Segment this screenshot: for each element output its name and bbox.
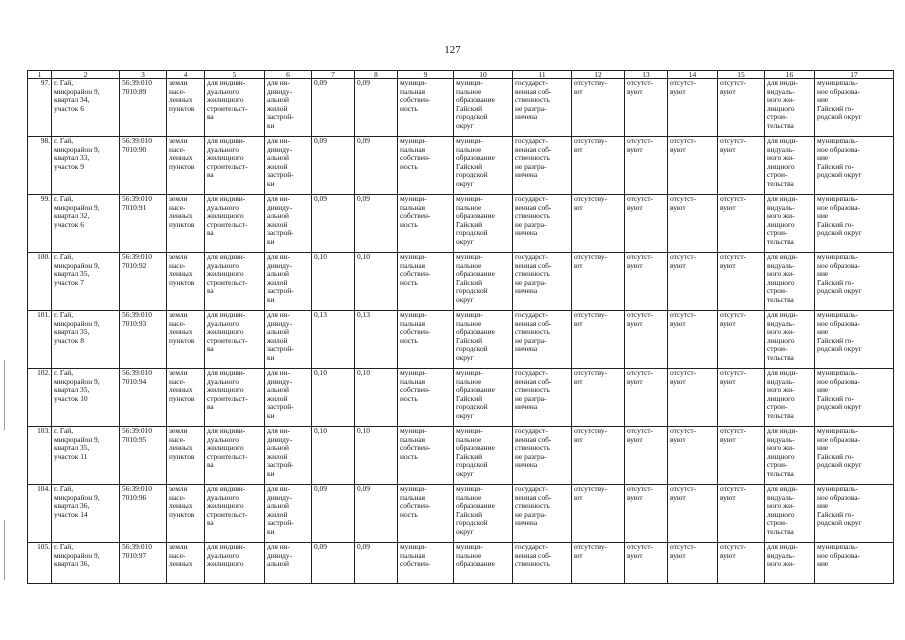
page-number: 127 <box>444 44 461 56</box>
area-cell: 0,10 <box>312 369 355 427</box>
encumbrances-cell: отсутст- вуют <box>718 543 765 584</box>
encumbrances-cell: отсутст- вуют <box>718 485 765 543</box>
purpose-cell: для инди- видуаль- ного жи- лищного строи- тельства <box>765 427 815 485</box>
restrictions-cell: отсутству- ют <box>572 369 625 427</box>
table-row <box>28 427 894 485</box>
land-category-cell: земли насе- ленных пунктов <box>167 311 205 369</box>
area-cell: 0,09 <box>355 137 398 195</box>
restrictions-cell: отсутству- ют <box>572 311 625 369</box>
table-row <box>28 195 894 253</box>
state-ownership-cell: государст- венная соб- ственность не разгра- ничена <box>513 427 572 485</box>
encumbrances-cell: отсутст- вуют <box>668 311 718 369</box>
permitted-use-cell: для индиви- дуального жилищного строительст- ва <box>205 311 265 369</box>
area-cell: 0,13 <box>355 311 398 369</box>
restrictions-cell: отсутству- ют <box>572 195 625 253</box>
column-number: 6 <box>265 71 312 79</box>
cadastral-number-cell: 56:39:010 7010:97 <box>120 543 167 584</box>
land-category-cell: земли насе- ленных пунктов <box>167 137 205 195</box>
column-number: 14 <box>668 71 718 79</box>
column-number: 9 <box>398 71 454 79</box>
state-ownership-cell: государст- венная соб- ственность не разгра- ничена <box>513 485 572 543</box>
zone-cell: для ин- дивиду- альной жилой застрой- ки <box>265 253 312 311</box>
area-cell: 0,10 <box>355 427 398 485</box>
ownership-cell: муници- пальная собствен- ность <box>398 195 454 253</box>
zone-cell: для ин- дивиду- альной жилой застрой- ки <box>265 369 312 427</box>
permitted-use-cell: для индиви- дуального жилищного строительст- ва <box>205 137 265 195</box>
table-row <box>28 543 894 584</box>
column-number: 2 <box>52 71 120 79</box>
zone-cell: для ин- дивиду- альной жилой застрой- ки <box>265 311 312 369</box>
encumbrances-cell: отсутст- вуют <box>718 427 765 485</box>
land-category-cell: земли насе- ленных <box>167 543 205 584</box>
column-number-row <box>28 71 894 79</box>
authority-cell: муниципаль- ное образова- ние Гайский го- родской округ <box>815 311 894 369</box>
permitted-use-cell: для индиви- дуального жилищного строительст- ва <box>205 79 265 137</box>
cadastral-number-cell: 56:39:010 7010:92 <box>120 253 167 311</box>
area-cell: 0,09 <box>355 485 398 543</box>
column-number: 17 <box>815 71 894 79</box>
encumbrances-cell: отсутст- вуют <box>668 253 718 311</box>
area-cell: 0,09 <box>355 79 398 137</box>
purpose-cell: для инди- видуаль- ного жи- лищного строи- тельства <box>765 253 815 311</box>
authority-cell: муниципаль- ное образова- ние Гайский го- родской округ <box>815 195 894 253</box>
encumbrances-cell: отсутст- вуют <box>625 369 668 427</box>
restrictions-cell: отсутству- ют <box>572 137 625 195</box>
state-ownership-cell: государст- венная соб- ственность не разгра- ничена <box>513 369 572 427</box>
owner-cell: муници- пальное образование Гайский городской округ <box>454 79 513 137</box>
column-number: 15 <box>718 71 765 79</box>
ownership-cell: муници- пальная собствен- <box>398 543 454 584</box>
row-number: 104. <box>28 485 52 543</box>
address-cell: г. Гай, микрорайон 9, квартал 35, участок 10 <box>52 369 120 427</box>
purpose-cell: для инди- видуаль- ного жи- лищного строи- тельства <box>765 485 815 543</box>
area-cell: 0,09 <box>355 195 398 253</box>
area-cell: 0,09 <box>312 485 355 543</box>
row-number: 101. <box>28 311 52 369</box>
area-cell: 0,09 <box>312 137 355 195</box>
permitted-use-cell: для индиви- дуального жилищного строительст- ва <box>205 485 265 543</box>
table-row <box>28 253 894 311</box>
table-row <box>28 137 894 195</box>
encumbrances-cell: отсутст- вуют <box>625 253 668 311</box>
table-row <box>28 369 894 427</box>
state-ownership-cell: государст- венная соб- ственность не разгра- ничена <box>513 253 572 311</box>
encumbrances-cell: отсутст- вуют <box>625 427 668 485</box>
column-number: 7 <box>312 71 355 79</box>
encumbrances-cell: отсутст- вуют <box>668 137 718 195</box>
area-cell: 0,10 <box>312 253 355 311</box>
column-number: 10 <box>454 71 513 79</box>
column-number: 13 <box>625 71 668 79</box>
encumbrances-cell: отсутст- вуют <box>668 195 718 253</box>
address-cell: г. Гай, микрорайон 9, квартал 35, участок 8 <box>52 311 120 369</box>
area-cell: 0,10 <box>355 369 398 427</box>
permitted-use-cell: для индиви- дуального жилищного строительст- ва <box>205 195 265 253</box>
encumbrances-cell: отсутст- вуют <box>625 79 668 137</box>
encumbrances-cell: отсутст- вуют <box>718 369 765 427</box>
encumbrances-cell: отсутст- вуют <box>718 137 765 195</box>
row-number: 103. <box>28 427 52 485</box>
authority-cell: муниципаль- ное образова- ние Гайский го- родской округ <box>815 253 894 311</box>
zone-cell: для ин- дивиду- альной жилой застрой- ки <box>265 137 312 195</box>
permitted-use-cell: для индиви- дуального жилищного <box>205 543 265 584</box>
zone-cell: для ин- дивиду- альной жилой застрой- ки <box>265 485 312 543</box>
permitted-use-cell: для индиви- дуального жилищного строительст- ва <box>205 427 265 485</box>
table-row <box>28 485 894 543</box>
land-category-cell: земли насе- ленных пунктов <box>167 427 205 485</box>
area-cell: 0,09 <box>312 543 355 584</box>
cadastral-number-cell: 56:39:010 7010:95 <box>120 427 167 485</box>
scan-edge-mark <box>4 360 5 430</box>
authority-cell: муниципаль- ное образова- ние <box>815 543 894 584</box>
owner-cell: муници- пальное образование <box>454 543 513 584</box>
ownership-cell: муници- пальная собствен- ность <box>398 369 454 427</box>
encumbrances-cell: отсутст- вуют <box>668 485 718 543</box>
purpose-cell: для инди- видуаль- ного жи- лищного строи- тельства <box>765 311 815 369</box>
state-ownership-cell: государст- венная соб- ственность не разгра- ничена <box>513 79 572 137</box>
encumbrances-cell: отсутст- вуют <box>668 427 718 485</box>
land-category-cell: земли насе- ленных пунктов <box>167 485 205 543</box>
owner-cell: муници- пальное образование Гайский городской округ <box>454 137 513 195</box>
land-category-cell: земли насе- ленных пунктов <box>167 79 205 137</box>
cadastral-number-cell: 56:39:010 7010:90 <box>120 137 167 195</box>
authority-cell: муниципаль- ное образова- ние Гайский го- родской округ <box>815 79 894 137</box>
area-cell: 0,10 <box>312 427 355 485</box>
authority-cell: муниципаль- ное образова- ние Гайский го- родской округ <box>815 369 894 427</box>
cadastral-number-cell: 56:39:010 7010:91 <box>120 195 167 253</box>
scan-edge-mark <box>4 520 5 580</box>
restrictions-cell: отсутству- ют <box>572 253 625 311</box>
zone-cell: для ин- дивиду- альной жилой застрой- ки <box>265 195 312 253</box>
encumbrances-cell: отсутст- вуют <box>718 195 765 253</box>
purpose-cell: для инди- видуаль- ного жи- <box>765 543 815 584</box>
ownership-cell: муници- пальная собствен- ность <box>398 485 454 543</box>
address-cell: г. Гай, микрорайон 9, квартал 36, участок 14 <box>52 485 120 543</box>
permitted-use-cell: для индиви- дуального жилищного строительст- ва <box>205 253 265 311</box>
address-cell: г. Гай, микрорайон 9, квартал 34, участок 6 <box>52 79 120 137</box>
restrictions-cell: отсутству- ют <box>572 485 625 543</box>
cadastral-number-cell: 56:39:010 7010:93 <box>120 311 167 369</box>
permitted-use-cell: для индиви- дуального жилищного строительст- ва <box>205 369 265 427</box>
column-number: 8 <box>355 71 398 79</box>
purpose-cell: для инди- видуаль- ного жи- лищного строи- тельства <box>765 195 815 253</box>
column-number: 4 <box>167 71 205 79</box>
encumbrances-cell: отсутст- вуют <box>718 253 765 311</box>
encumbrances-cell: отсутст- вуют <box>625 485 668 543</box>
encumbrances-cell: отсутст- вуют <box>625 137 668 195</box>
address-cell: г. Гай, микрорайон 9, квартал 36, <box>52 543 120 584</box>
row-number: 99. <box>28 195 52 253</box>
owner-cell: муници- пальное образование Гайский городской округ <box>454 485 513 543</box>
authority-cell: муниципаль- ное образова- ние Гайский го- родской округ <box>815 485 894 543</box>
row-number: 98. <box>28 137 52 195</box>
area-cell: 0,13 <box>312 311 355 369</box>
area-cell: 0,09 <box>312 195 355 253</box>
column-number: 3 <box>120 71 167 79</box>
row-number: 105. <box>28 543 52 584</box>
land-category-cell: земли насе- ленных пунктов <box>167 253 205 311</box>
restrictions-cell: отсутству- ют <box>572 543 625 584</box>
ownership-cell: муници- пальная собствен- ность <box>398 137 454 195</box>
purpose-cell: для инди- видуаль- ного жи- лищного строи- тельства <box>765 79 815 137</box>
land-category-cell: земли насе- ленных пунктов <box>167 369 205 427</box>
column-number: 11 <box>513 71 572 79</box>
ownership-cell: муници- пальная собствен- ность <box>398 427 454 485</box>
purpose-cell: для инди- видуаль- ного жи- лищного строи- тельства <box>765 137 815 195</box>
cadastral-number-cell: 56:39:010 7010:94 <box>120 369 167 427</box>
column-number: 5 <box>205 71 265 79</box>
owner-cell: муници- пальное образование Гайский городской округ <box>454 253 513 311</box>
authority-cell: муниципаль- ное образова- ние Гайский го- родской округ <box>815 137 894 195</box>
encumbrances-cell: отсутст- вуют <box>668 369 718 427</box>
column-number: 16 <box>765 71 815 79</box>
encumbrances-cell: отсутст- вуют <box>625 543 668 584</box>
encumbrances-cell: отсутст- вуют <box>668 543 718 584</box>
restrictions-cell: отсутству- ют <box>572 79 625 137</box>
area-cell: 0,09 <box>312 79 355 137</box>
address-cell: г. Гай, микрорайон 9, квартал 35, участок 7 <box>52 253 120 311</box>
encumbrances-cell: отсутст- вуют <box>718 311 765 369</box>
address-cell: г. Гай, микрорайон 9, квартал 32, участок 6 <box>52 195 120 253</box>
address-cell: г. Гай, микрорайон 9, квартал 35, участок 11 <box>52 427 120 485</box>
encumbrances-cell: отсутст- вуют <box>718 79 765 137</box>
encumbrances-cell: отсутст- вуют <box>625 195 668 253</box>
land-category-cell: земли насе- ленных пунктов <box>167 195 205 253</box>
table-row <box>28 79 894 137</box>
column-number: 1 <box>28 71 52 79</box>
table-row <box>28 311 894 369</box>
row-number: 100. <box>28 253 52 311</box>
column-number: 12 <box>572 71 625 79</box>
ownership-cell: муници- пальная собствен- ность <box>398 253 454 311</box>
zone-cell: для ин- дивиду- альной <box>265 543 312 584</box>
zone-cell: для ин- дивиду- альной жилой застрой- ки <box>265 79 312 137</box>
address-cell: г. Гай, микрорайон 9, квартал 33, участок 9 <box>52 137 120 195</box>
ownership-cell: муници- пальная собствен- ность <box>398 311 454 369</box>
area-cell: 0,10 <box>355 253 398 311</box>
row-number: 97. <box>28 79 52 137</box>
owner-cell: муници- пальное образование Гайский городской округ <box>454 369 513 427</box>
state-ownership-cell: государст- венная соб- ственность <box>513 543 572 584</box>
authority-cell: муниципаль- ное образова- ние Гайский го- родской округ <box>815 427 894 485</box>
zone-cell: для ин- дивиду- альной жилой застрой- ки <box>265 427 312 485</box>
state-ownership-cell: государст- венная соб- ственность не разгра- ничена <box>513 311 572 369</box>
restrictions-cell: отсутству- ют <box>572 427 625 485</box>
ownership-cell: муници- пальная собствен- ность <box>398 79 454 137</box>
area-cell: 0,09 <box>355 543 398 584</box>
state-ownership-cell: государст- венная соб- ственность не разгра- ничена <box>513 137 572 195</box>
land-plots-table <box>27 70 894 584</box>
purpose-cell: для инди- видуаль- ного жи- лищного строи- тельства <box>765 369 815 427</box>
owner-cell: муници- пальное образование Гайский городской округ <box>454 195 513 253</box>
encumbrances-cell: отсутст- вуют <box>625 311 668 369</box>
owner-cell: муници- пальное образование Гайский городской округ <box>454 311 513 369</box>
row-number: 102. <box>28 369 52 427</box>
state-ownership-cell: государст- венная соб- ственность не разгра- ничена <box>513 195 572 253</box>
cadastral-number-cell: 56:39:010 7010:96 <box>120 485 167 543</box>
owner-cell: муници- пальное образование Гайский городской округ <box>454 427 513 485</box>
encumbrances-cell: отсутст- вуют <box>668 79 718 137</box>
cadastral-number-cell: 56:39:010 7010:89 <box>120 79 167 137</box>
